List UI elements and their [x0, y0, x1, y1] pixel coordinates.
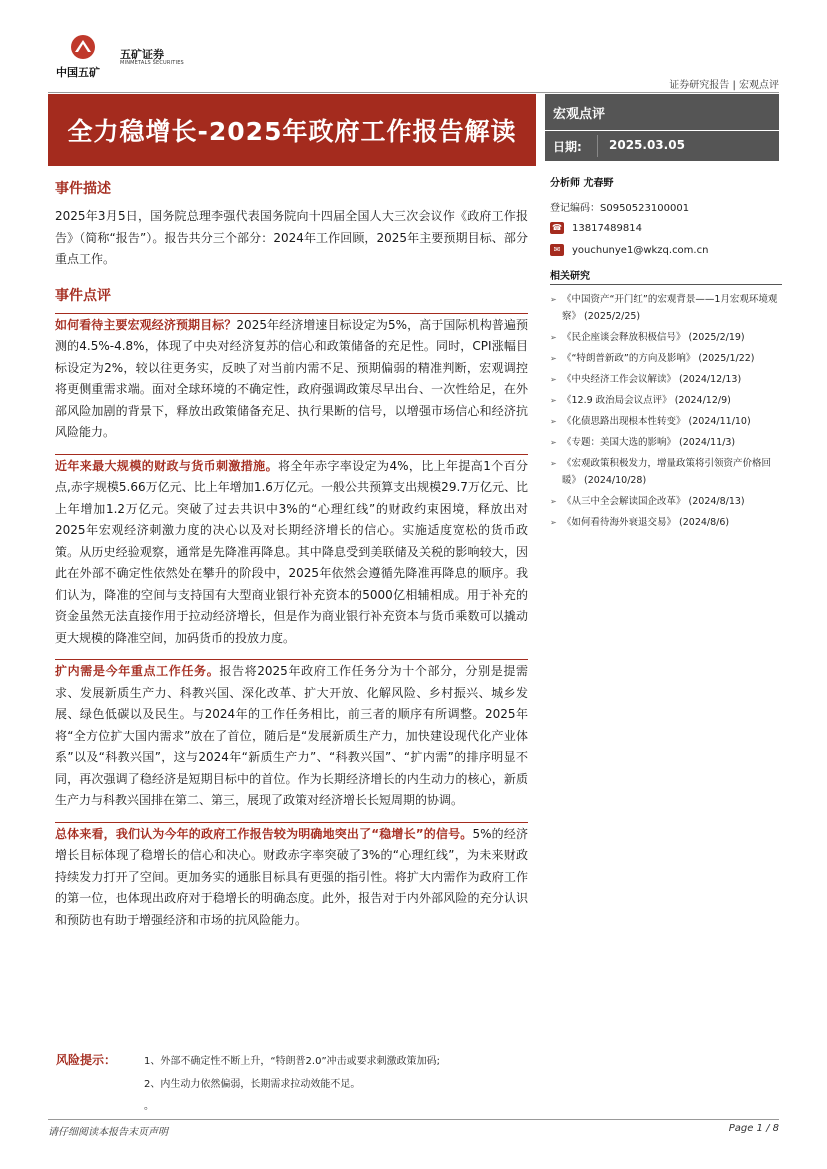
date-label: 日期: — [553, 140, 582, 154]
doc-type-label: 证券研究报告 | 宏观点评 — [669, 80, 779, 91]
company-logo — [52, 34, 202, 82]
paragraph-3 — [55, 659, 528, 812]
related-item[interactable]: ➢ 《“特朗普新政”的方向及影响》 (2025/1/22) — [550, 350, 782, 367]
paragraph-1-text: 2025年经济增速目标设定为5%，高于国际机构普遍预测的4.5%-4.8%，体现了中央对经济复苏的信心和政策储备的充足性。同时，CPI涨幅目标设定为2%，较以往更务实，反映了对当前内需不足、预期偏弱的精准判断，宏观调控将更侧重需求端。面对全球环境的不确定性，政府强调政策尽早出台、一次性给足，在外部风险加剧的背景下，释放出政策储备充足、执行果断的信号，以增强市场信心和经济抗风险能力。 — [55, 317, 528, 439]
comment-heading: 事件点评 — [55, 287, 111, 304]
related-item[interactable]: ➢ 《专题：美国大选的影响》 (2024/11/3) — [550, 434, 782, 451]
paragraph-2 — [55, 454, 528, 650]
related-item[interactable]: ➢ 《宏观政策积极发力，增量政策将引领资产价格回暖》 (2024/10/28) — [550, 455, 782, 489]
analyst-reg — [550, 195, 782, 217]
analyst-reg-text: 登记编码：S0950523100001 — [550, 202, 690, 214]
paragraph-4 — [55, 822, 528, 932]
risk-item: 1、外部不确定性不断上升，“特朗普2.0”冲击或要求刺激政策加码; — [144, 1056, 440, 1067]
paragraph-3-text: 报告将2025年政府工作任务分为十个部分，分别是提需求、发展新质生产力、科教兴国、深化改革、扩大开放、化解风险、乡村振兴、城乡发展、绿色低碳以及民生。与2024年的工作任务相比，前三者的顺序有所调整。2025年将“全方位扩大国内需求”放在了首位，随后是“发展新质生产力，加快建设现代化产业体系”以及“科教兴国”，这与2024年“新质生产力”、“科教兴国”、“扩内需”的排序明显不同，再次强调了稳经济是短期目标中的首位。作为长期经济增长的内生动力的核心，新质生产力与科教兴国排在第二、第三，展现了政策对经济增长长短周期的协调。 — [55, 664, 528, 807]
related-heading: 相关研究 — [550, 267, 782, 285]
analyst-phone-text: 13817489814 — [572, 222, 642, 234]
related-item[interactable]: ➢ 《化债思路出现根本性转变》 (2024/11/10) — [550, 413, 782, 430]
paragraph-3-lead: 扩内需是今年重点工作任务。 — [55, 664, 220, 678]
related-item[interactable]: ➢ 《中国资产“开门红”的宏观背景——1月宏观环境观察》 (2025/2/25) — [550, 291, 782, 325]
report-title: 全力稳增长-2025年政府工作报告解读 — [67, 117, 517, 146]
analyst-phone — [550, 217, 782, 239]
date-separator — [597, 135, 598, 157]
paragraph-2-lead: 近年来最大规模的财政与货币刺激措施。 — [55, 458, 278, 473]
analyst-email[interactable] — [550, 239, 782, 261]
minmetals-emblem-icon — [70, 34, 96, 60]
title-banner — [48, 94, 536, 166]
analyst-heading: 分析师 尤春野 — [550, 178, 614, 189]
risk-item: 。 — [144, 1101, 154, 1112]
category-box — [545, 94, 779, 130]
date-value: 2025.03.05 — [609, 138, 685, 152]
paragraph-4-text: 5%的经济增长目标体现了稳增长的信心和决心。财政赤字率突破了3%的“心理红线”，为未来财政持续发力打开了空间。更加务实的通胀目标具有更强的指引性。将扩大内需作为政府工作的第一位，也体现出政府对于稳增长的明确态度。此外，报告对于内外部风险的充分认识和预防也有助于增强经济和市场的抗风险能力。 — [55, 826, 528, 927]
related-list — [550, 291, 782, 531]
phone-icon: ☎ — [550, 222, 564, 234]
footer-divider — [48, 1119, 779, 1120]
related-item[interactable]: ➢ 《民企座谈会释放积极信号》 (2025/2/19) — [550, 329, 782, 346]
related-item[interactable]: ➢ 《中央经济工作会议解读》 (2024/12/13) — [550, 371, 782, 388]
paragraph-1-lead: 如何看待主要宏观经济预期目标？ — [55, 317, 237, 332]
logo-securities-name: 五矿证券 — [120, 48, 164, 61]
logo-cn-name: 中国五矿 — [56, 66, 100, 79]
main-column — [55, 178, 528, 931]
analyst-email-text[interactable]: youchunye1@wkzq.com.cn — [572, 244, 709, 256]
logo-securities-en: MINMETALS SECURITIES — [120, 60, 184, 66]
page-number: Page 1 / 8 — [728, 1123, 779, 1134]
paragraph-4-lead: 总体来看，我们认为今年的政府工作报告较为明确地突出了“稳增长”的信号。 — [55, 826, 473, 841]
footer-disclaimer: 请仔细阅读本报告末页声明 — [48, 1127, 168, 1138]
paragraph-1 — [55, 313, 528, 444]
related-item[interactable]: ➢ 《如何看待海外衰退交易》 (2024/8/6) — [550, 514, 782, 531]
risk-item: 2、内生动力依然偏弱，长期需求拉动效能不足。 — [144, 1079, 361, 1090]
email-icon: ✉ — [550, 244, 564, 256]
event-heading: 事件描述 — [55, 181, 111, 197]
category-label: 宏观点评 — [553, 107, 606, 122]
date-box — [545, 131, 779, 161]
paragraph-2-text: 将全年赤字率设定为4%，比上年提高1个百分点,赤字规模5.66万亿元、比上年增加1.6万亿元。一般公共预算支出规模29.7万亿元、比上年增加1.2万亿元。突破了过去共识中3%的“心理红线”的财政约束困境，释放出对2025年宏观经济刺激力度的决心以及对长期经济增长的信心。实施适度宽松的货币政策。从历史经验观察，通常是先降准再降息。其中降息受到美联储及关税的影响较大，因此在外部不确定性依然处在攀升的阶段中，2025年依然会遵循先降准再降息的顺序。我们认为，降准的空间与支持国有大型商业银行补充资本的5000亿相辅相成。用于补充的资金虽然无法直接作用于拉动经济增长，但是作为商业银行补充资本与货币乘数可以撬动更大规模的降准空间，加码货币的投放力度。 — [55, 458, 528, 645]
related-item[interactable]: ➢ 《从三中全会解读国企改革》 (2024/8/13) — [550, 493, 782, 510]
sidebar — [550, 174, 782, 535]
header-divider — [48, 92, 779, 93]
related-item[interactable]: ➢ 《12.9 政治局会议点评》 (2024/12/9) — [550, 392, 782, 409]
risk-heading: 风险提示： — [56, 1053, 117, 1067]
event-text: 2025年3月5日，国务院总理李强代表国务院向十四届全国人大三次会议作《政府工作报告》（简称“报告”）。报告共分三个部分：2024年工作回顾，2025年主要预期目标、部分重点工作。 — [55, 209, 528, 266]
